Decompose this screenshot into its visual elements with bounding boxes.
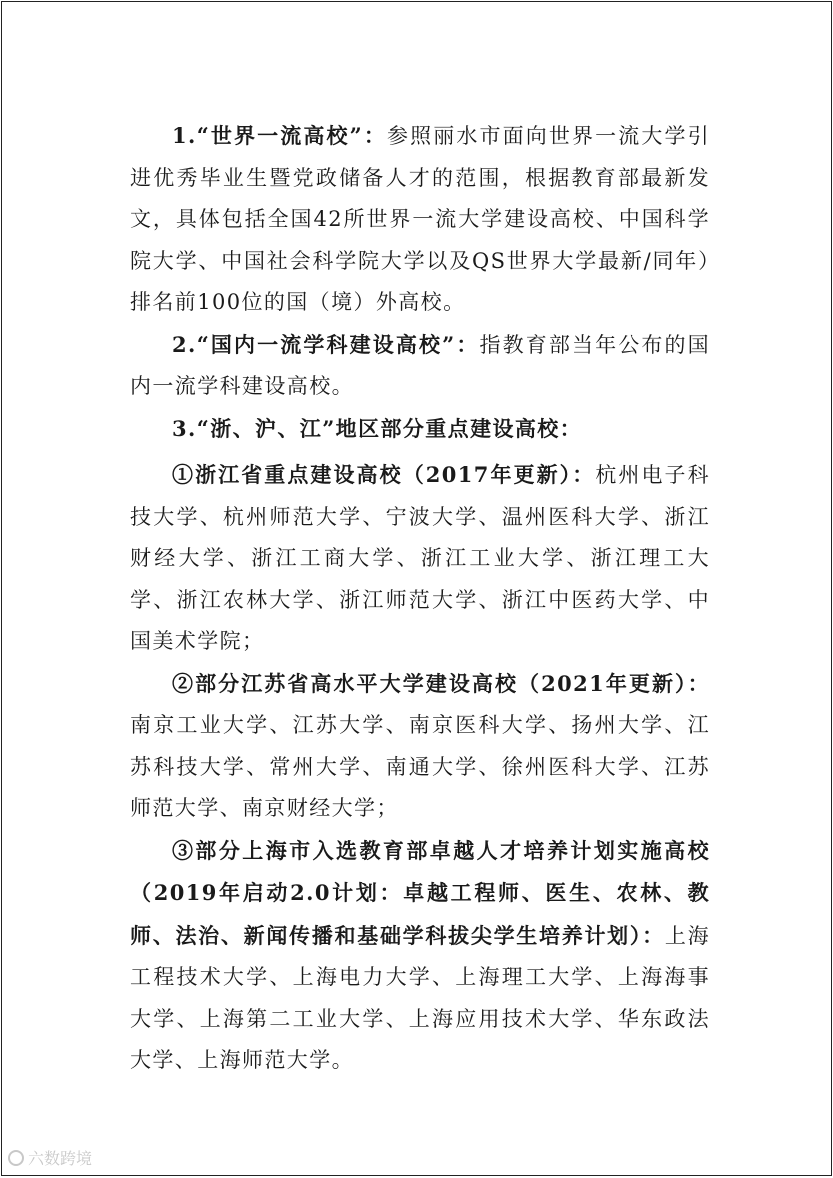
paragraph-jiangsu [130, 663, 710, 830]
heading-regional: 3.“浙、沪、江”地区部分重点建设高校： [172, 415, 583, 441]
document-body [130, 115, 710, 1082]
document-page [1, 1, 832, 1176]
text-jiangsu: 南京工业大学、江苏大学、南京医科大学、扬州大学、江苏科技大学、常州大学、南通大学、徐州医科大学、江苏师范大学、南京财经大学； [130, 713, 710, 820]
paragraph-shanghai [130, 830, 710, 1082]
paragraph-zhejiang [130, 454, 710, 663]
watermark [8, 1146, 92, 1169]
heading-jiangsu: ②部分江苏省高水平大学建设高校（2021年更新）： [172, 670, 710, 696]
text-zhejiang: 杭州电子科技大学、杭州师范大学、宁波大学、温州医科大学、浙江财经大学、浙江工商大学、浙江工业大学、浙江理工大学、浙江农林大学、浙江师范大学、浙江中医药大学、中国美术学院； [130, 463, 711, 653]
watermark-text: 六数跨境 [28, 1149, 93, 1168]
text-world-class: 参照丽水市面向世界一流大学引进优秀毕业生暨党政储备人才的范围，根据教育部最新发文，具体包括全国42所世界一流大学建设高校、中国科学院大学、中国社会科学院大学以及QS世界大学最新/同年）排名前100位的国（境）外高校。 [130, 124, 710, 314]
text-shanghai: 上海工程技术大学、上海电力大学、上海理工大学、上海海事大学、上海第二工业大学、上海应用技术大学、华东政法大学、上海师范大学。 [130, 923, 710, 1072]
paragraph-domestic [130, 324, 710, 408]
heading-zhejiang: ①浙江省重点建设高校（2017年更新）： [172, 462, 596, 487]
paragraph-world-class [130, 115, 710, 324]
heading-domestic: 2.“国内一流学科建设高校”： [172, 331, 480, 357]
heading-world-class: 1.“世界一流高校”： [172, 123, 387, 148]
watermark-logo-icon [8, 1150, 24, 1166]
heading-shanghai: ③部分上海市入选教育部卓越人才培养计划实施高校（2019年启动2.0计划：卓越工程师、医生、农林、教师、法治、新闻传播和基础学科拔尖学生培养计划）： [130, 837, 710, 948]
paragraph-regional [130, 408, 710, 451]
text-domestic: 指教育部当年公布的国内一流学科建设高校。 [130, 332, 710, 398]
